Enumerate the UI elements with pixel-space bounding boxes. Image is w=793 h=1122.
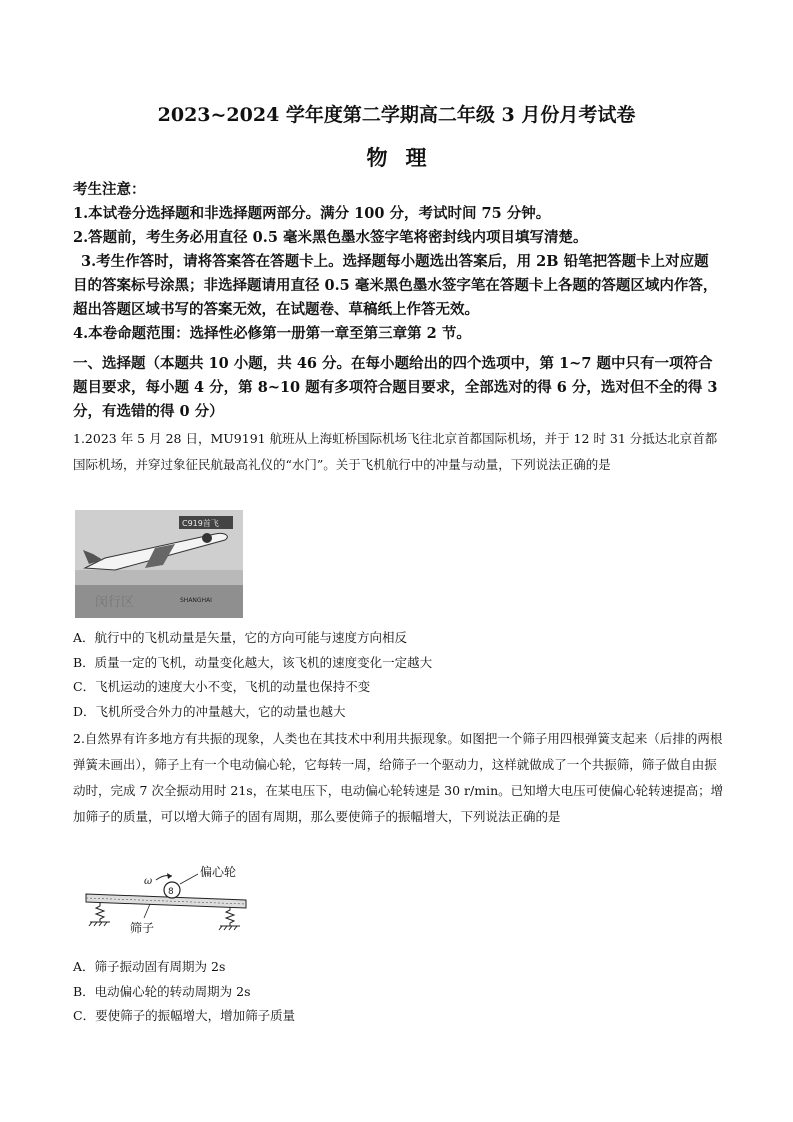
option-b: B．质量一定的飞机，动量变化越大，该飞机的速度变化一定越大 — [73, 654, 433, 670]
question-1-options — [73, 626, 723, 724]
option-c: C．飞机运动的速度大小不变，飞机的动量也保持不变 — [73, 679, 371, 694]
section-heading: 一、选择题（本题共 10 小题，共 46 分。在每小题给出的四个选项中，第 1~7 题中只有一项符合题目要求，每小题 4 分，第 8~10 题有多项符合题目要求，全部选对的得 6 分，选对但不全的得 3 分，有选错的得 0 分） — [73, 355, 718, 420]
notice-item: 1.本试卷分选择题和非选择题两部分。满分 100 分，考试时间 75 分钟。 — [73, 205, 551, 222]
question-2-options — [73, 955, 723, 1029]
sieve-label: 筛子 — [130, 921, 155, 935]
option-a: A．筛子振动固有周期为 2s — [73, 959, 226, 974]
wheel-label: 偏心轮 — [200, 865, 237, 879]
notice-heading: 考生注意： — [73, 181, 146, 198]
option-d: D．飞机所受合外力的冲量越大，它的动量也越大 — [73, 703, 346, 719]
notice-item: 4.本卷命题范围：选择性必修第一册第一章至第三章第 2 节。 — [73, 325, 471, 342]
svg-text:8: 8 — [168, 887, 174, 897]
omega-label: ω — [144, 876, 153, 887]
spring-left-icon — [89, 902, 110, 926]
option-b: B．电动偏心轮的转动周期为 2s — [73, 983, 251, 999]
notice-item: 2.答题前，考生务必用直径 0.5 毫米黑色墨水签字笔将密封线内项目填写清楚。 — [73, 229, 588, 246]
question-2-stem: 2.自然界有许多地方有共振的现象，人类也在其技术中利用共振现象。如图把一个筛子用四根弹簧支起来（后排的两根弹簧未画出），筛子上有一个电动偏心轮，它每转一周，给筛子一个驱动力，这样就做成了一个共振筛，筛子做自由振动时，完成 7 次全振动用时 21s，在某电压下，电动偏心轮转速是 30 r/min。已知增大电压可使偏心轮转速提高；增加筛子的质量，可以增大筛子的固有周期，那么要使筛子的振幅增大，下列说法正确的是 — [73, 731, 724, 824]
question-1-stem: 1.2023 年 5 月 28 日，MU9191 航班从上海虹桥国际机场飞往北京首都国际机场，并于 12 时 31 分抵达北京首都国际机场，并穿过象征民航最高礼仪的“水门”。关于飞机航行中的冲量与动量，下列说法正确的是 — [73, 431, 718, 472]
option-c: C．要使筛子的振幅增大，增加筛子质量 — [73, 1008, 296, 1023]
option-a: A．航行中的飞机动量是矢量，它的方向可能与速度方向相反 — [73, 630, 408, 645]
photo-banner-text: C919首飞 — [182, 519, 219, 528]
svg-text:闵行区: 闵行区 — [95, 595, 135, 610]
exam-title: 2023~2024 学年度第二学期高二年级 3 月份月考试卷 — [157, 104, 636, 126]
spring-right-icon — [219, 907, 240, 930]
photo-caption: SHANGHAI — [180, 597, 212, 604]
sieve-diagram — [80, 860, 252, 940]
subject-title: 物理 — [366, 145, 445, 170]
airplane-photo — [75, 510, 243, 618]
notice-block — [73, 178, 723, 346]
notice-item: 3.考生作答时，请将答案答在答题卡上。选择题每小题选出答案后，用 2B 铅笔把答题卡上对应题目的答案标号涂黑；非选择题请用直径 0.5 毫米黑色墨水签字笔在答题卡上各题的答题区域内作答，超出答题区域书写的答案无效，在试题卷、草稿纸上作答无效。 — [73, 253, 718, 318]
